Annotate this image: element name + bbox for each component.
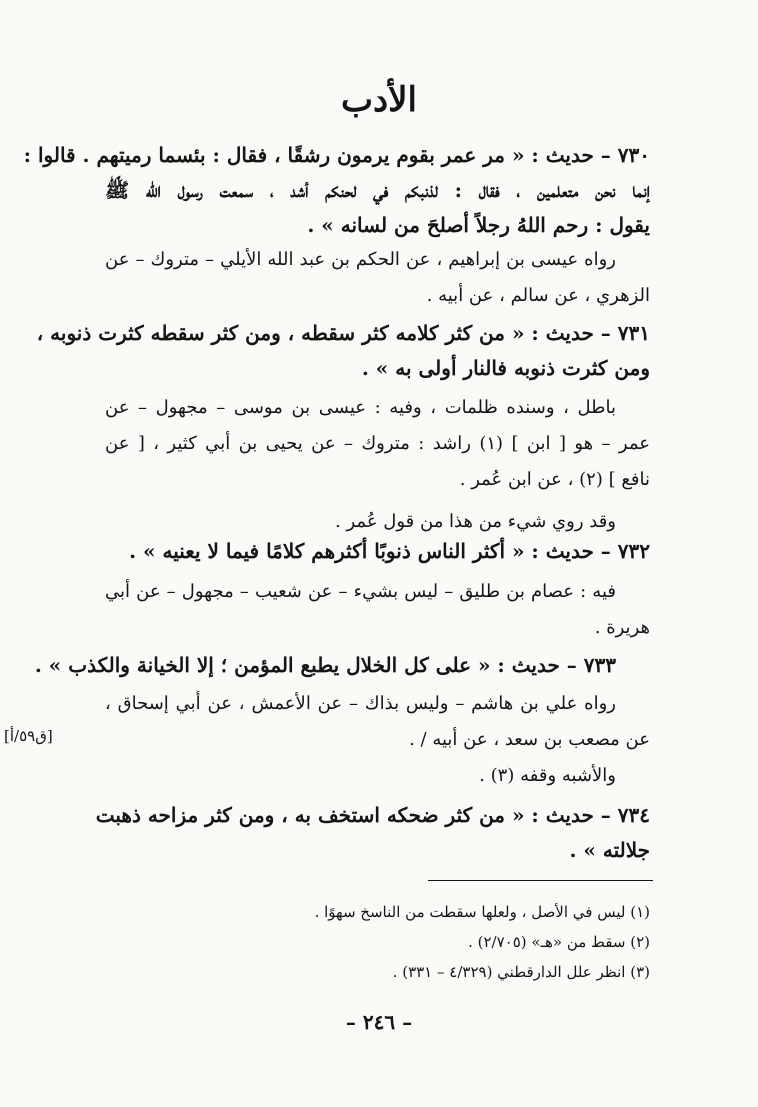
- hadith-line: ٧٣٢ – حديث : « أكثر الناس ذنوبًا أكثرهم كلامًا فيما لا يعنيه » .: [129, 539, 650, 563]
- commentary-line: وقد روي شيء من هذا من قول عُمر .: [335, 511, 616, 532]
- footnote-3: (٣) انظر علل الدارقطني (٤/٣٢٩ – ٣٣١) .: [392, 963, 650, 981]
- footnote-2: (٢) سقط من «هـ» (٢/٧٠٥) .: [468, 933, 650, 951]
- commentary-line: نافع ] (٢) ، عن ابن عُمر .: [459, 469, 650, 490]
- commentary-731: [105, 390, 650, 540]
- commentary-line: رواه عيسى بن إبراهيم ، عن الحكم بن عبد الله الأيلي – متروك – عن: [105, 249, 616, 270]
- hadith-734: [95, 798, 650, 868]
- hadith-730: [23, 138, 650, 243]
- commentary-line: [105, 426, 650, 462]
- hadith-732: [105, 534, 650, 569]
- footnotes: [105, 897, 650, 987]
- commentary-733: [105, 686, 650, 794]
- commentary-line: والأشبه وقفه (٣) .: [479, 765, 616, 786]
- hadith-line: ٧٣٣ – حديث : « على كل الخلال يطبع المؤمن ؛ إلا الخيانة والكذب » .: [34, 653, 616, 677]
- hadith-line: ٧٣١ – حديث : « من كثر كلامه كثر سقطه ، ومن كثر سقطه كثرت ذنوبه ،: [36, 321, 650, 345]
- commentary-line: باطل ، وسنده ظلمات ، وفيه : عيسى بن موسى – مجهول – عن: [105, 397, 616, 418]
- commentary-732: [105, 574, 650, 646]
- hadith-line: إنما نحن متعلمين ، فقال : لذنبكم في لحنكم أشد ، سمعت رسول الله ﷺ: [105, 178, 650, 202]
- hadith-733: [34, 648, 650, 683]
- commentary-line: رواه علي بن هاشم – وليس بذاك – عن الأعمش ، عن أبي إسحاق ،: [105, 693, 616, 714]
- commentary-730: [105, 242, 650, 314]
- commentary-line: فيه : عصام بن طليق – ليس بشيء – عن شعيب – مجهول – عن أبي: [105, 581, 616, 602]
- hadith-line: يقول : رحم اللهُ رجلاً أصلحَ من لسانه » .: [307, 213, 650, 237]
- commentary-text: عمر – هو [ ابن ] (١) راشد : متروك – عن يحيى بن أبي كثير ، [ عن: [105, 433, 651, 454]
- commentary-line: الزهري ، عن سالم ، عن أبيه .: [426, 285, 650, 306]
- manuscript-folio-note: [ق٥٩/أ]: [4, 727, 53, 745]
- hadith-line: ٧٣٠ – حديث : « مر عمر بقوم يرمون رشقًا ، فقال : بئسما رميتهم . قالوا :: [23, 143, 650, 167]
- hadith-line: ومن كثرت ذنوبه فالنار أولى به » .: [361, 356, 650, 380]
- page-number: – ٢٤٦ –: [345, 1010, 413, 1034]
- commentary-line: هريرة .: [594, 617, 650, 638]
- hadith-731: [36, 316, 650, 386]
- chapter-title: الأدب: [341, 80, 417, 120]
- footnote-1: (١) ليس في الأصل ، ولعلها سقطت من الناسخ سهوًا .: [314, 903, 650, 921]
- footnote-divider: [428, 880, 653, 881]
- hadith-line: ٧٣٤ – حديث : « من كثر ضحكه استخف به ، ومن كثر مزاحه ذهبت: [95, 803, 650, 827]
- commentary-line: عن مصعب بن سعد ، عن أبيه / .: [409, 729, 650, 750]
- hadith-line: جلالته » .: [569, 838, 650, 862]
